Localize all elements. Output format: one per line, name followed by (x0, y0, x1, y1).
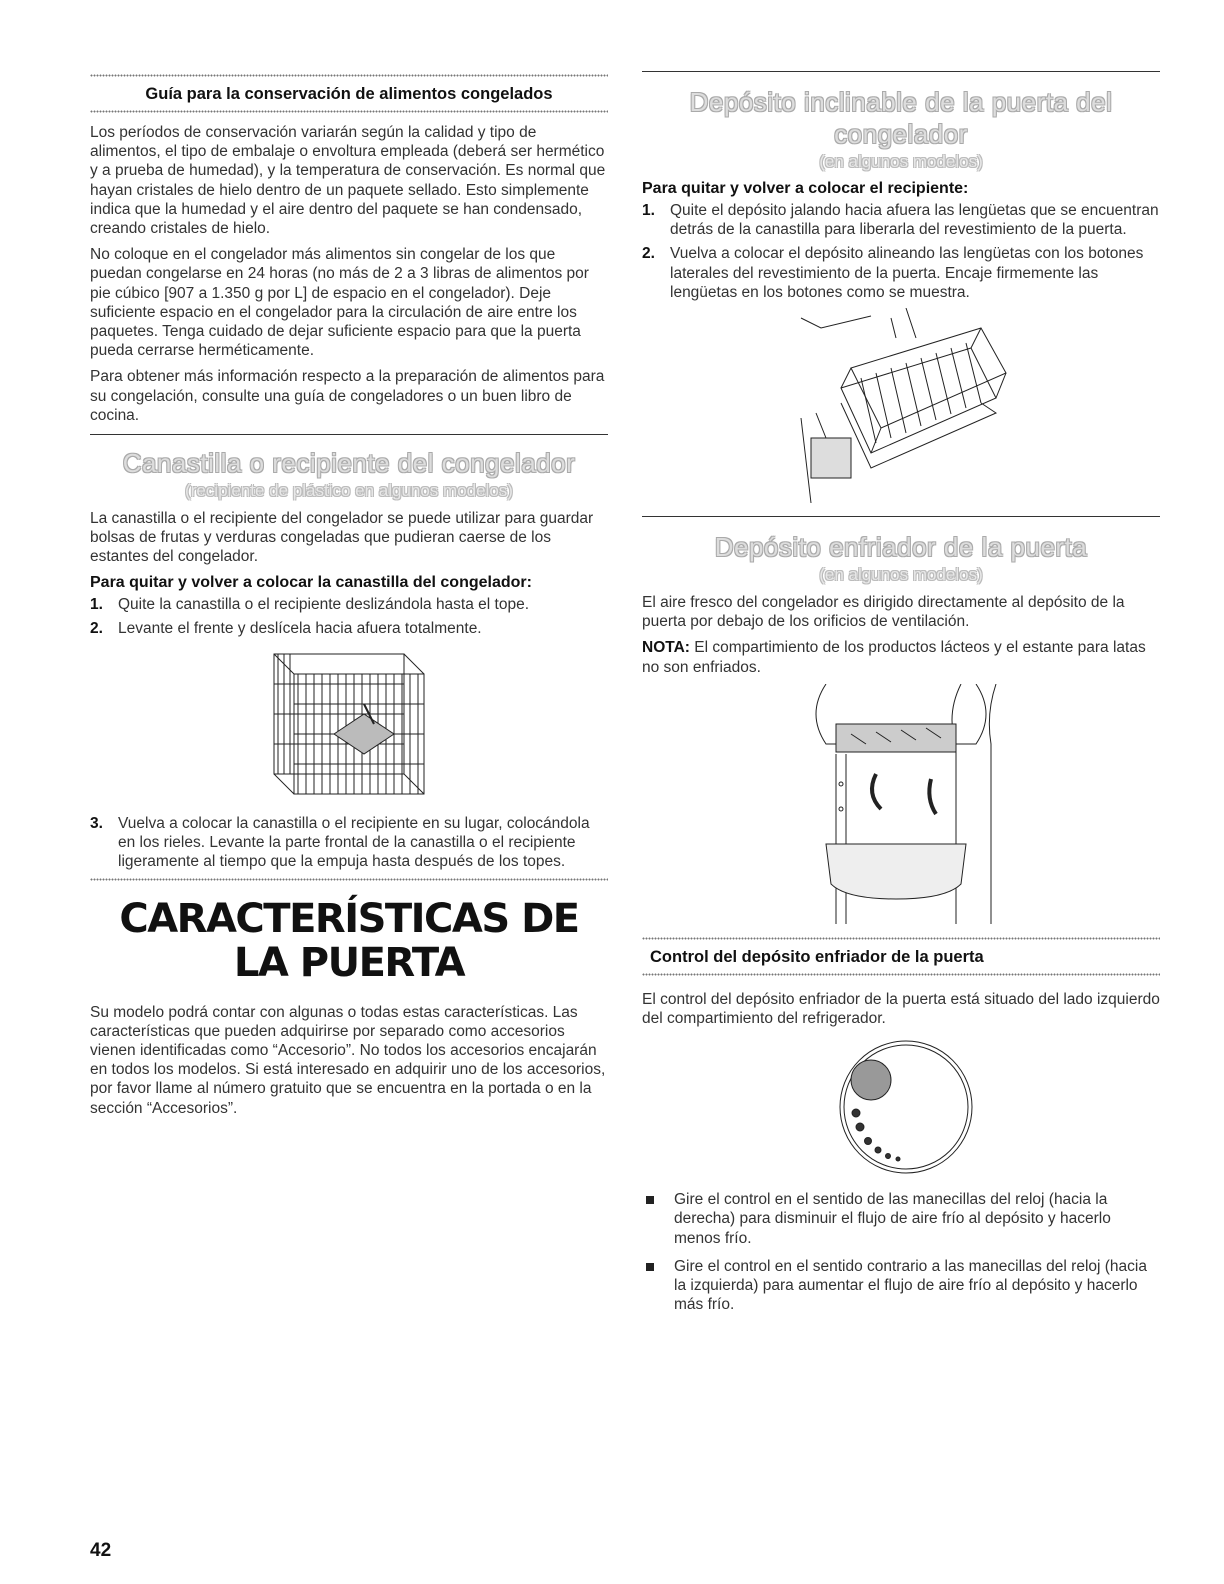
tilt-steps-heading: Para quitar y volver a colocar el recipiente: (642, 180, 969, 197)
page-number: 42 (90, 1540, 112, 1561)
basket-steps-continued (90, 814, 608, 872)
divider (90, 74, 608, 77)
step-item: 2. Levante el frente y deslícela hacia afuera totalmente. (90, 619, 482, 637)
divider (642, 973, 1160, 976)
left-column (90, 0, 608, 1125)
control-dial-illustration (826, 1035, 976, 1180)
divider (90, 434, 608, 435)
chiller-section-subtitle: (en algunos modelos) (819, 565, 983, 585)
door-features-paragraph: Su modelo podrá contar con algunas o todas estas características. Las características que pueden adquirirse por separado como accesorios vienen identificadas como “Accesorio”. No todos los accesorios encajarán en todos los modelos. Si está interesado en adquirir uno de los accesorios, por favor llame al número gratuito que se encuentra en la portada o en la sección “Accesorios”. (90, 1003, 606, 1117)
guide-heading: Guía para la conservación de alimentos congelados (145, 85, 553, 103)
basket-section-title: Canastilla o recipiente del congelador (122, 448, 576, 479)
step-item: 2. Vuelva a colocar el depósito alineando las lengüetas con los botones laterales del revestimiento de la puerta. Encaje firmemente las lengüetas en los botones como se muestra. (642, 245, 1144, 301)
tilt-bin-title: Depósito inclinable de la puerta del congelador (689, 87, 1113, 149)
divider (642, 937, 1160, 940)
basket-section-subtitle: (recipiente de plástico en algunos modelos) (185, 481, 513, 501)
door-features-title: CARACTERÍSTICAS DE LA PUERTA (119, 895, 579, 986)
divider (642, 516, 1160, 517)
bullet-icon (646, 1263, 654, 1271)
control-paragraph: El control del depósito enfriador de la puerta está situado del lado izquierdo del compartimiento del refrigerador. (642, 990, 1160, 1028)
freezer-basket-illustration (264, 644, 434, 804)
step-item: 1. Quite la canastilla o el recipiente deslizándola hasta el tope. (90, 595, 530, 613)
chiller-note: NOTA: El compartimiento de los productos lácteos y el estante para latas no son enfriados. (642, 639, 1146, 676)
tilt-bin-illustration (781, 308, 1021, 508)
guide-paragraph: Los períodos de conservación variarán según la calidad y tipo de alimentos, el tipo de embalaje o envoltura empleada (deberá ser hermético y a prueba de humedad), y la temperatura de conservación. Es normal que hayan cristales de hielo dentro de un paquete sellado. Esto simplemente indica que la humedad y el aire dentro del paquete se han condensado, creando cristales de hielo. (90, 124, 606, 238)
chiller-section-title: Depósito enfriador de la puerta (714, 532, 1088, 563)
chiller-paragraph: El aire fresco del congelador es dirigido directamente al depósito de la puerta por debajo de los orificios de ventilación. (642, 594, 1125, 631)
guide-paragraph: No coloque en el congelador más alimentos sin congelar de los que puedan congelarse en 24 horas (no más de 2 a 3 libras de alimentos por pie cúbico [907 a 1.350 g por L] de espacio en el congelador). Deje suficiente espacio en el congelador para la circulación de aire entre los paquetes. Tenga cuidado de dejar suficiente espacio para que la puerta pueda cerrarse herméticamente. (90, 246, 589, 360)
tilt-steps (642, 201, 1160, 302)
basket-steps (90, 595, 608, 638)
divider (642, 71, 1160, 72)
door-chiller-illustration (796, 684, 1006, 929)
divider (90, 878, 608, 881)
control-instructions (642, 1190, 1160, 1314)
step-item: 3. Vuelva a colocar la canastilla o el recipiente en su lugar, colocándola en los rieles. Levante la parte frontal de la canastilla o el recipiente ligeramente al tiempo que la empuja hasta después de los topes. (90, 815, 590, 871)
basket-steps-heading: Para quitar y volver a colocar la canastilla del congelador: (90, 573, 532, 591)
list-item: Gire el control en el sentido contrario a las manecillas del reloj (hacia la izquierda) para aumentar el flujo de aire frío al depósito y hacerlo más frío. (642, 1257, 1160, 1315)
bullet-icon (646, 1196, 654, 1204)
basket-paragraph: La canastilla o el recipiente del congelador se puede utilizar para guardar bolsas de frutas y verduras congeladas que pudieran caerse de los estantes del congelador. (90, 510, 594, 566)
control-heading: Control del depósito enfriador de la puerta (650, 947, 984, 966)
guide-paragraph: Para obtener más información respecto a la preparación de alimentos para su congelación, consulte una guía de congeladores o un buen libro de cocina. (90, 368, 605, 424)
list-item: Gire el control en el sentido de las manecillas del reloj (hacia la derecha) para disminuir el flujo de aire frío al depósito y hacerlo menos frío. (642, 1190, 1160, 1248)
tilt-bin-subtitle: (en algunos modelos) (819, 152, 983, 171)
right-column (642, 0, 1160, 1323)
step-item: 1. Quite el depósito jalando hacia afuera las lengüetas que se encuentran detrás de la canastilla para liberarla del revestimiento de la puerta. (642, 202, 1159, 239)
divider (90, 110, 608, 113)
